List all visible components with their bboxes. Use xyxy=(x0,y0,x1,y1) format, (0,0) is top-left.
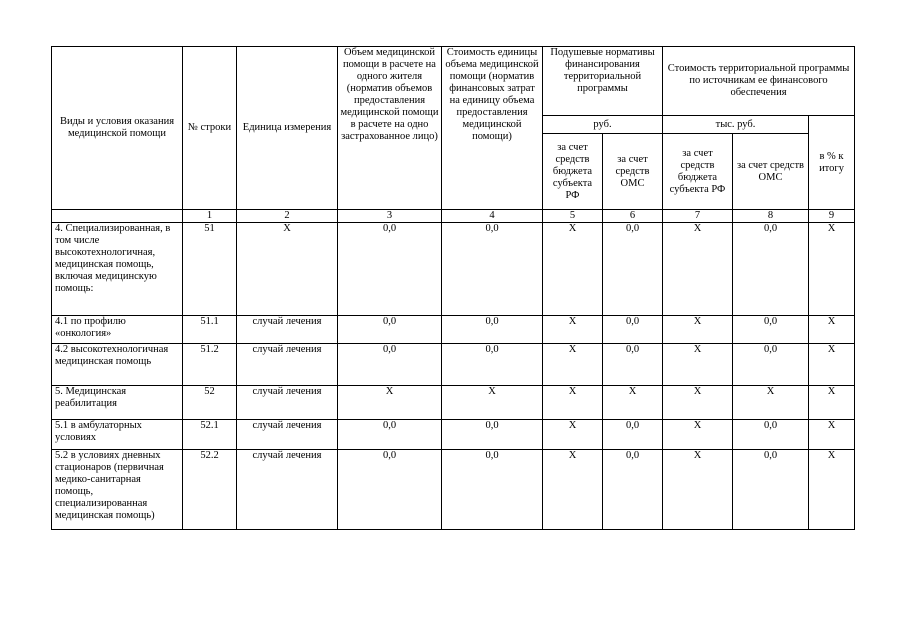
table-row xyxy=(52,420,855,450)
column-number: 3 xyxy=(338,210,442,223)
header-volume: Объем медицинской помощи в расчете на одного жителя (норматив объемов предоставления медицинской помощи в расчете на одно застрахованное лицо) xyxy=(338,47,442,210)
row-name: 4.2 высокотехнологичная медицинская помощь xyxy=(52,344,183,386)
row-oms-thous: 0,0 xyxy=(733,344,809,386)
table-row xyxy=(52,386,855,420)
row-volume: 0,0 xyxy=(338,223,442,316)
column-number: 4 xyxy=(442,210,543,223)
column-number: 1 xyxy=(183,210,237,223)
column-number: 6 xyxy=(603,210,663,223)
column-number: 9 xyxy=(809,210,855,223)
row-unit: случай лечения xyxy=(237,420,338,450)
row-budget-rub: Х xyxy=(543,223,603,316)
header-cost: Стоимость единицы объема медицинской помощи (норматив финансовых затрат на единицу объема предоставления медицинской помощи) xyxy=(442,47,543,210)
row-unit: случай лечения xyxy=(237,450,338,530)
row-budget-thous: Х xyxy=(663,420,733,450)
column-number: 8 xyxy=(733,210,809,223)
row-number: 51.2 xyxy=(183,344,237,386)
row-volume: 0,0 xyxy=(338,420,442,450)
row-budget-rub: Х xyxy=(543,450,603,530)
row-name: 4.1 по профилю «онкология» xyxy=(52,316,183,344)
header-row-1 xyxy=(52,47,855,116)
row-budget-thous: Х xyxy=(663,344,733,386)
row-budget-thous: Х xyxy=(663,450,733,530)
row-name: 5.2 в условиях дневных стационаров (первичная медико-санитарная помощь, специализированная медицинская помощь) xyxy=(52,450,183,530)
column-number-row xyxy=(52,210,855,223)
row-cost: 0,0 xyxy=(442,344,543,386)
row-percent: Х xyxy=(809,386,855,420)
column-number: 2 xyxy=(237,210,338,223)
row-oms-rub: 0,0 xyxy=(603,344,663,386)
row-budget-thous: Х xyxy=(663,316,733,344)
row-unit: случай лечения xyxy=(237,344,338,386)
row-number: 51 xyxy=(183,223,237,316)
row-budget-thous: Х xyxy=(663,386,733,420)
row-number: 52.2 xyxy=(183,450,237,530)
header-unit-thous-rub: тыс. руб. xyxy=(663,116,809,134)
row-cost: 0,0 xyxy=(442,223,543,316)
column-number-blank xyxy=(52,210,183,223)
header-kind: Виды и условия оказания медицинской помощи xyxy=(52,47,183,210)
header-program-cost: Стоимость территориальной программы по источникам ее финансового обеспечения xyxy=(663,47,855,116)
row-oms-rub: 0,0 xyxy=(603,223,663,316)
row-volume: Х xyxy=(338,386,442,420)
row-budget-thous: Х xyxy=(663,223,733,316)
row-percent: Х xyxy=(809,420,855,450)
row-oms-thous: 0,0 xyxy=(733,316,809,344)
row-cost: Х xyxy=(442,386,543,420)
row-oms-rub: 0,0 xyxy=(603,316,663,344)
column-number: 5 xyxy=(543,210,603,223)
row-cost: 0,0 xyxy=(442,450,543,530)
row-percent: Х xyxy=(809,450,855,530)
header-unit: Единица измерения xyxy=(237,47,338,210)
row-budget-rub: Х xyxy=(543,420,603,450)
row-volume: 0,0 xyxy=(338,316,442,344)
header-oms-thous: за счет средств ОМС xyxy=(733,134,809,210)
row-unit: случай лечения xyxy=(237,386,338,420)
row-cost: 0,0 xyxy=(442,420,543,450)
table-row xyxy=(52,450,855,530)
row-unit: случай лечения xyxy=(237,316,338,344)
header-budget-thous: за счет средств бюджета субъекта РФ xyxy=(663,134,733,210)
row-oms-rub: 0,0 xyxy=(603,420,663,450)
row-budget-rub: Х xyxy=(543,386,603,420)
table-row xyxy=(52,316,855,344)
row-name: 4. Специализированная, в том числе высокотехнологичная, медицинская помощь, включая медицинскую помощь: xyxy=(52,223,183,316)
row-volume: 0,0 xyxy=(338,344,442,386)
table-row xyxy=(52,223,855,316)
header-per-capita: Подушевые нормативы финансирования территориальной программы xyxy=(543,47,663,116)
row-percent: Х xyxy=(809,344,855,386)
row-unit: Х xyxy=(237,223,338,316)
header-unit-rub: руб. xyxy=(543,116,663,134)
header-budget-rub: за счет средств бюджета субъекта РФ xyxy=(543,134,603,210)
row-name: 5.1 в амбулаторных условиях xyxy=(52,420,183,450)
row-oms-thous: 0,0 xyxy=(733,450,809,530)
row-oms-thous: Х xyxy=(733,386,809,420)
row-percent: Х xyxy=(809,223,855,316)
column-number: 7 xyxy=(663,210,733,223)
row-budget-rub: Х xyxy=(543,316,603,344)
header-oms-rub: за счет средств ОМС xyxy=(603,134,663,210)
row-oms-rub: Х xyxy=(603,386,663,420)
financing-table xyxy=(51,46,855,530)
row-name: 5. Медицинская реабилитация xyxy=(52,386,183,420)
row-percent: Х xyxy=(809,316,855,344)
row-cost: 0,0 xyxy=(442,316,543,344)
table-row xyxy=(52,344,855,386)
row-budget-rub: Х xyxy=(543,344,603,386)
row-number: 52.1 xyxy=(183,420,237,450)
row-oms-thous: 0,0 xyxy=(733,420,809,450)
row-volume: 0,0 xyxy=(338,450,442,530)
row-oms-thous: 0,0 xyxy=(733,223,809,316)
header-row-no: № строки xyxy=(183,47,237,210)
row-number: 51.1 xyxy=(183,316,237,344)
header-percent-total: в % к итогу xyxy=(809,116,855,210)
row-oms-rub: 0,0 xyxy=(603,450,663,530)
row-number: 52 xyxy=(183,386,237,420)
